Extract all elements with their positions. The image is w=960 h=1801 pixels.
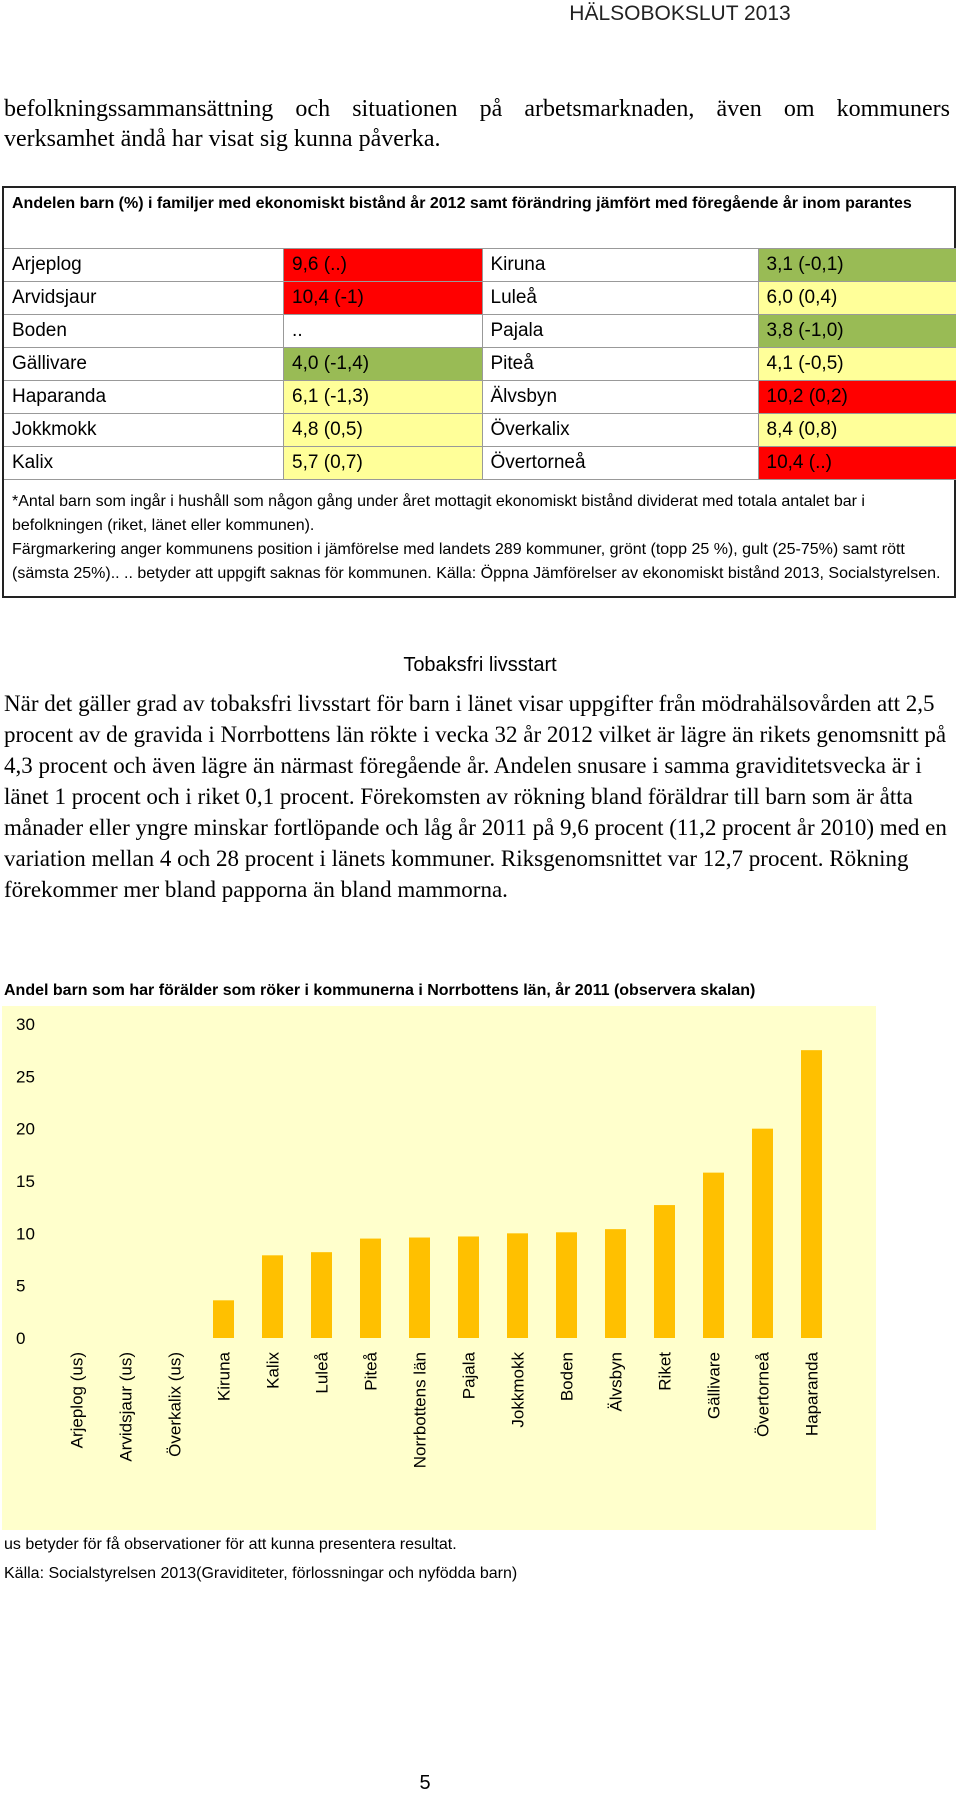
municipality-name: Piteå — [482, 348, 758, 381]
table-note-colors: Färgmarkering anger kommunens position i jämförelse med landets 289 kommuner, grönt (topp 25 %), gult (25-75%) samt rött (sämsta 25%).. .. betyder att uppgift saknas för kommunen. Källa: Öppna Jämförelser av ekonomiskt bistånd 2013, Socialstyrelsen. — [12, 541, 941, 582]
y-tick-label: 0 — [16, 1329, 26, 1348]
bar — [458, 1236, 479, 1338]
section-title: Tobaksfri livsstart — [403, 654, 557, 676]
municipality-name: Jokkmokk — [4, 414, 284, 447]
x-tick-label: Överkalix (us) — [165, 1352, 185, 1457]
municipality-name: Boden — [4, 315, 284, 348]
assistance-table-box — [2, 186, 956, 598]
bar — [409, 1238, 430, 1338]
y-tick-label: 20 — [16, 1119, 35, 1139]
bar — [262, 1255, 283, 1338]
bar — [213, 1300, 234, 1338]
municipality-value: 10,2 (0,2) — [758, 381, 956, 414]
y-tick-label: 30 — [16, 1015, 35, 1034]
y-tick-label: 5 — [16, 1276, 26, 1296]
municipality-name: Pajala — [482, 315, 758, 348]
x-tick-label: Luleå — [312, 1352, 332, 1394]
bar — [556, 1232, 577, 1338]
x-tick-label: Norrbottens län — [410, 1352, 430, 1469]
section-body: När det gäller grad av tobaksfri livsstart för barn i länet visar uppgifter från mödrahälsovården att 2,5 procent av de gravida i Norrbottens län rökte i vecka 32 år 2012 vilket är lägre än rikets genomsnitt på 4,3 procent och även lägre än närmast föregående år. Andelen snusare i samma graviditetsvecka är i länet 1 procent och i riket 0,1 procent. Förekomsten av rökning bland föräldrar till barn som är åtta månader eller yngre minskar fortlöpande och låg år 2011 på 9,6 procent (11,2 procent år 2010) med en variation mellan 4 och 28 procent i länets kommuner. Riksgenomsnittet var 12,7 procent. Rökning förekommer mer bland papporna än bland mammorna. — [4, 691, 947, 902]
municipality-name: Haparanda — [4, 381, 284, 414]
x-tick-label: Älvsbyn — [606, 1352, 626, 1412]
municipality-value: 10,4 (-1) — [284, 282, 482, 315]
x-tick-label: Jokkmokk — [508, 1352, 528, 1428]
x-tick-label: Övertorneå — [753, 1352, 773, 1438]
municipality-name: Kiruna — [482, 249, 758, 282]
table-row — [4, 315, 956, 348]
chart-note: us betyder för få observationer för att kunna presentera resultat. — [4, 1536, 457, 1553]
municipality-table — [4, 248, 956, 480]
bar — [507, 1233, 528, 1338]
table-row — [4, 249, 956, 282]
bar — [801, 1050, 822, 1338]
intro-paragraph: befolkningssammansättning och situationen på arbetsmarknaden, även om kommuners verksamhet ändå har visat sig kunna påverka. — [4, 96, 950, 152]
table-row — [4, 447, 956, 480]
bar — [654, 1205, 675, 1338]
municipality-value: 3,1 (-0,1) — [758, 249, 956, 282]
table-notes — [12, 490, 947, 586]
x-tick-label: Arvidsjaur (us) — [116, 1352, 136, 1462]
municipality-name: Arvidsjaur — [4, 282, 284, 315]
table-note-definition: *Antal barn som ingår i hushåll som någon gång under året mottagit ekonomiskt bistånd dividerat med totala antalet bar i befolkningen (riket, länet eller kommunen). — [12, 493, 865, 534]
x-tick-label: Arjeplog (us) — [67, 1352, 87, 1449]
y-tick-label: 25 — [16, 1067, 35, 1087]
y-tick-label: 15 — [16, 1172, 35, 1191]
municipality-value: .. — [284, 315, 482, 348]
bar — [311, 1252, 332, 1338]
page-header: HÄLSOBOKSLUT 2013 — [569, 2, 791, 25]
municipality-value: 6,0 (0,4) — [758, 282, 956, 315]
municipality-name: Luleå — [482, 282, 758, 315]
municipality-name: Övertorneå — [482, 447, 758, 480]
bar — [752, 1129, 773, 1338]
y-tick-label: 10 — [16, 1224, 35, 1244]
chart-svg — [2, 1006, 876, 1530]
municipality-value: 9,6 (..) — [284, 249, 482, 282]
municipality-name: Kalix — [4, 447, 284, 480]
table-title: Andelen barn (%) i familjer med ekonomiskt bistånd år 2012 samt förändring jämfört med föregående år inom parantes — [12, 195, 912, 212]
page-number: 5 — [419, 1772, 431, 1794]
x-tick-label: Riket — [655, 1352, 675, 1391]
chart-source: Källa: Socialstyrelsen 2013(Graviditeter, förlossningar och nyfödda barn) — [4, 1565, 518, 1582]
chart-title: Andel barn som har förälder som röker i kommunerna i Norrbottens län, år 2011 (observera skalan) — [4, 982, 756, 999]
municipality-name: Älvsbyn — [482, 381, 758, 414]
municipality-value: 10,4 (..) — [758, 447, 956, 480]
x-tick-label: Kalix — [263, 1352, 283, 1389]
municipality-value: 4,8 (0,5) — [284, 414, 482, 447]
municipality-value: 8,4 (0,8) — [758, 414, 956, 447]
table-row — [4, 414, 956, 447]
x-tick-label: Piteå — [361, 1352, 381, 1391]
x-tick-label: Boden — [557, 1352, 577, 1402]
municipality-name: Arjeplog — [4, 249, 284, 282]
x-tick-label: Kiruna — [214, 1352, 234, 1402]
municipality-value: 5,7 (0,7) — [284, 447, 482, 480]
bar — [703, 1173, 724, 1338]
municipality-name: Överkalix — [482, 414, 758, 447]
municipality-value: 6,1 (-1,3) — [284, 381, 482, 414]
municipality-value: 3,8 (-1,0) — [758, 315, 956, 348]
municipality-value: 4,0 (-1,4) — [284, 348, 482, 381]
municipality-value: 4,1 (-0,5) — [758, 348, 956, 381]
x-tick-label: Gällivare — [704, 1352, 724, 1420]
table-row — [4, 282, 956, 315]
smoking-parents-chart — [2, 1006, 876, 1530]
table-row — [4, 348, 956, 381]
bar — [605, 1229, 626, 1338]
x-tick-label: Haparanda — [802, 1352, 822, 1437]
municipality-name: Gällivare — [4, 348, 284, 381]
table-row — [4, 381, 956, 414]
bar — [360, 1239, 381, 1338]
x-tick-label: Pajala — [459, 1352, 479, 1400]
